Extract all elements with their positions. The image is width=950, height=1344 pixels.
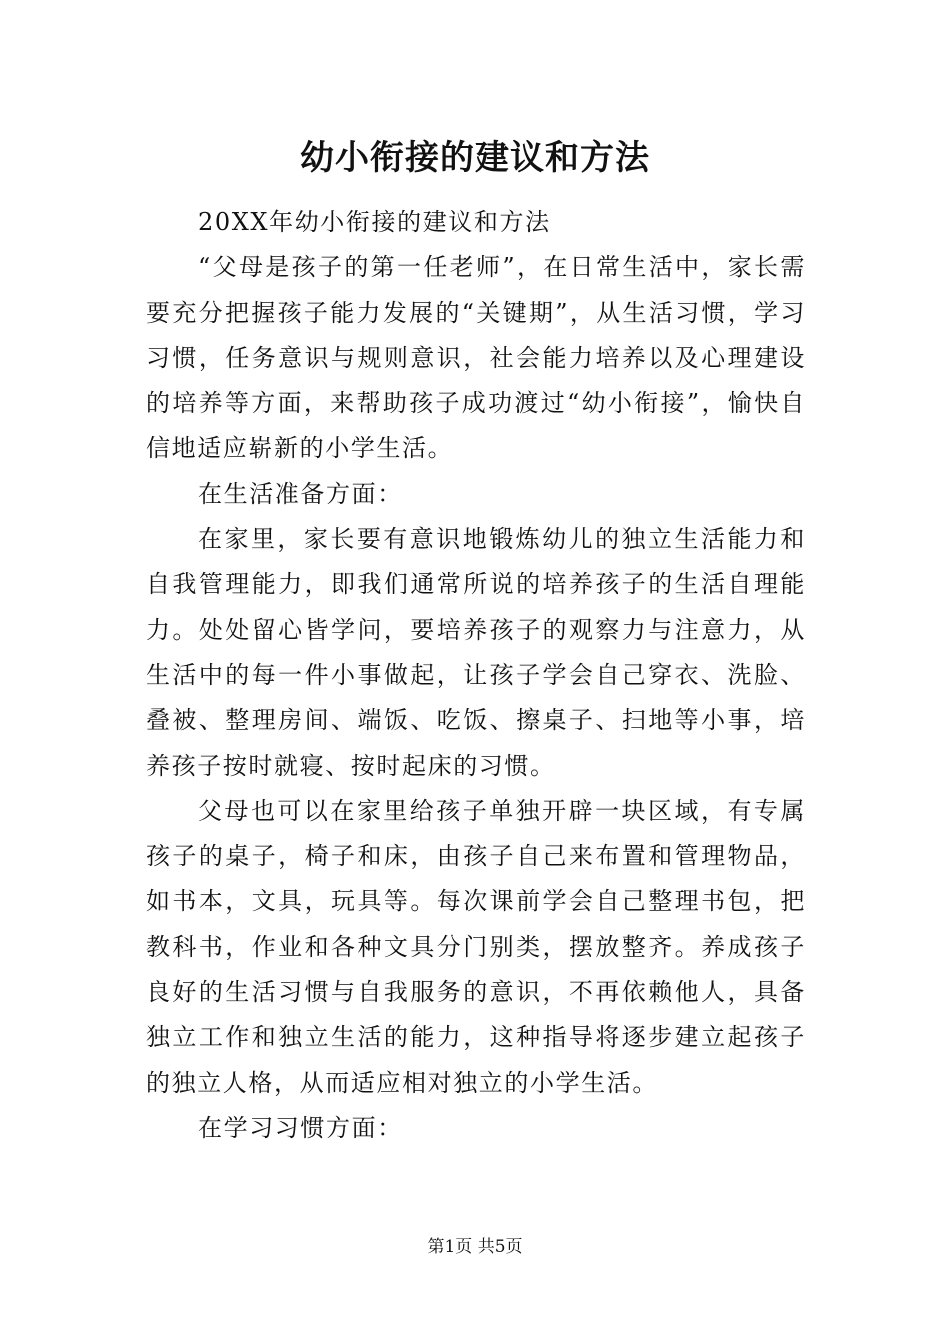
page-footer: 第1页 共5页 (427, 1237, 523, 1257)
paragraph-life-space: 父母也可以在家里给孩子单独开辟一块区域，有专属孩子的桌子，椅子和床，由孩子自己来布置和管理物品，如书本，文具，玩具等。每次课前学会自己整理书包，把教科书，作业和各种文具分门别类，摆放整齐。养成孩子良好的生活习惯与自我服务的意识，不再依赖他人，具备独立工作和独立生活的能力，这种指导将逐步建立起孩子的独立人格，从而适应相对独立的小学生活。 (146, 796, 806, 1097)
paragraph-intro: “父母是孩子的第一任老师”，在日常生活中，家长需要充分把握孩子能力发展的“关键期”，从生活习惯，学习习惯，任务意识与规则意识，社会能力培养以及心理建设的培养等方面，来帮助孩子成功渡过“幼小衔接”，愉快自信地适应崭新的小学生活。 (146, 253, 806, 463)
document-body (146, 200, 806, 1151)
document-title: 幼小衔接的建议和方法 (300, 138, 650, 178)
paragraph-heading-life: 在生活准备方面： (198, 479, 403, 508)
paragraph-heading-study: 在学习习惯方面： (198, 1113, 403, 1142)
paragraph-subtitle: 20XX年幼小衔接的建议和方法 (198, 208, 551, 236)
paragraph-life-home: 在家里，家长要有意识地锻炼幼儿的独立生活能力和自我管理能力，即我们通常所说的培养孩子的生活自理能力。处处留心皆学问，要培养孩子的观察力与注意力，从生活中的每一件小事做起，让孩子学会自己穿衣、洗脸、叠被、整理房间、端饭、吃饭、擦桌子、扫地等小事，培养孩子按时就寝、按时起床的习惯。 (146, 525, 806, 780)
